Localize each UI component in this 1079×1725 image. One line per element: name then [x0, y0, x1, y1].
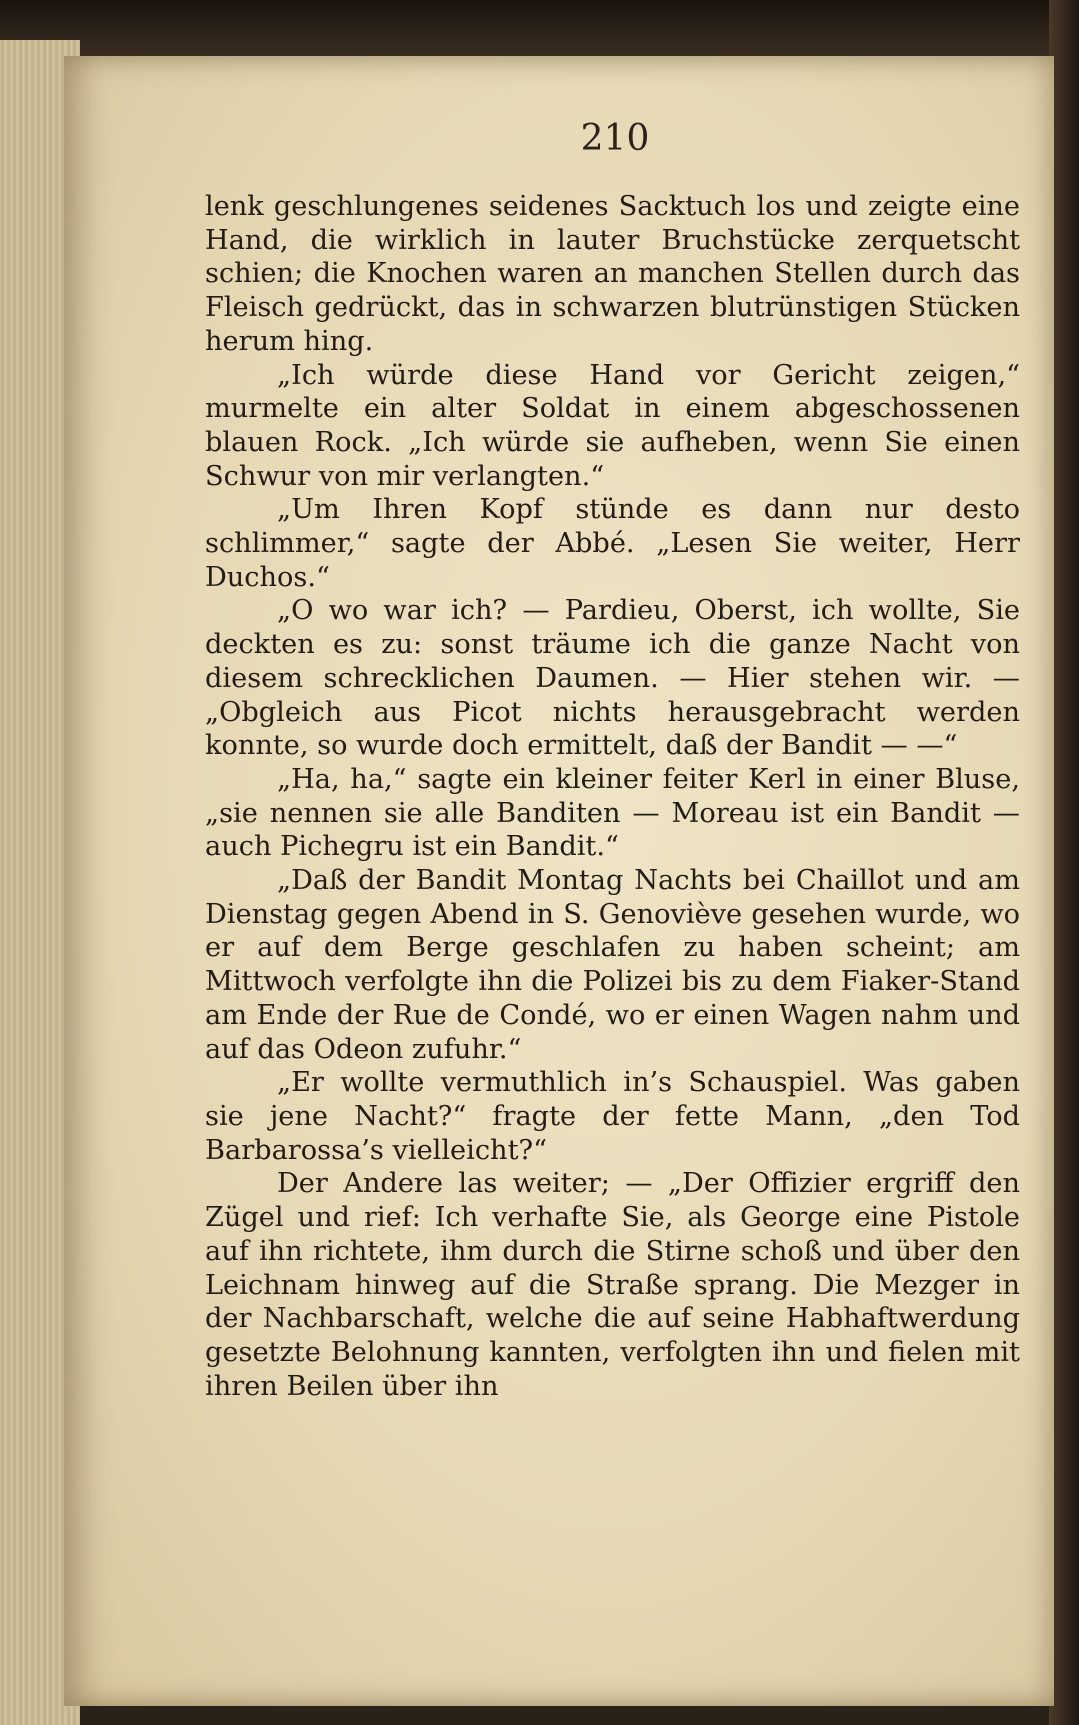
book-spine-top — [0, 0, 1079, 60]
page-number: 210 — [580, 118, 650, 159]
paragraph-2: „Ich würde diese Hand vor Gericht zeigen,“ murmelte ein alter Soldat in einem abgeschossenen blauen Rock. „Ich würde sie aufheben, wenn Sie einen Schwur von mir verlangten.“ — [205, 359, 1020, 492]
paragraph-3: „Um Ihren Kopf stünde es dann nur desto schlimmer,“ sagte der Abbé. „Lesen Sie weiter, Herr Duchos.“ — [205, 494, 1020, 593]
paragraph-6: „Daß der Bandit Montag Nachts bei Chaillot und am Dienstag gegen Abend in S. Genoviève gesehen wurde, wo er auf dem Berge geschlafen zu haben scheint; am Mittwoch verfolgte ihn die Polizei bis zu dem Fiaker-Stand am Ende der Rue de Condé, wo er einen Wagen nahm und auf das Odeon zufuhr.“ — [205, 865, 1020, 1065]
paragraph-1: lenk geschlungenes seidenes Sacktuch los und zeigte eine Hand, die wirklich in lauter Bruchstücke zerquetscht schien; die Knochen waren an manchen Stellen durch das Fleisch gedrückt, das in schwarzen blutrünstigen Stücken herum hing. — [205, 191, 1020, 357]
body-text — [205, 190, 1020, 1403]
paragraph-7: „Er wollte vermuthlich in’s Schauspiel. Was gaben sie jene Nacht?“ fragte der fette Mann, „den Tod Barbarossa’s vielleicht?“ — [205, 1067, 1020, 1166]
paragraph-5: „Ha, ha,“ sagte ein kleiner feiter Kerl in einer Bluse, „sie nennen sie alle Banditen — Moreau ist ein Bandit — auch Pichegru ist ein Bandit.“ — [205, 763, 1020, 863]
paragraph-4: „O wo war ich? — Pardieu, Oberst, ich wollte, Sie deckten es zu: sonst träume ich die ganze Nacht von diesem schrecklichen Daumen. — Hier stehen wir. — „Obgleich aus Picot nichts herausgebracht werden konnte, so wurde doch ermittelt, daß der Bandit — —“ — [205, 595, 1020, 762]
paragraph-8: Der Andere las weiter; — „Der Offizier ergriff den Zügel und rief: Ich verhafte Sie, als George eine Pistole auf ihn richtete, ihm durch die Stirne schoß und über den Leichnam hinweg auf die Straße sprang. Die Mezger in der Nachbarschaft, welche die auf seine Habhaftwerdung gesetzte Belohnung kannten, verfolgten ihn und fielen mit ihren Beilen über ihn — [205, 1168, 1020, 1402]
